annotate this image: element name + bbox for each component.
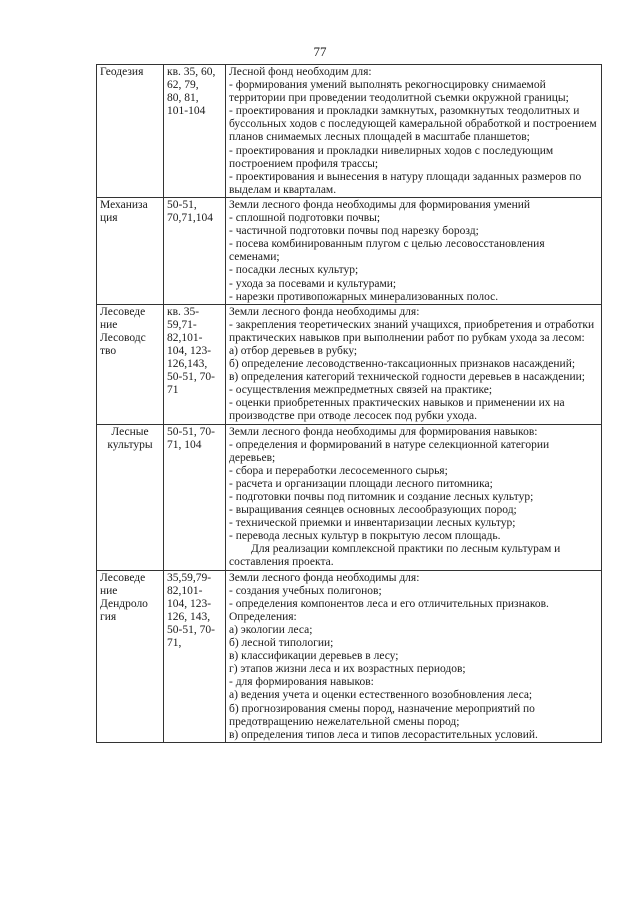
quarters-line: 70,71,104 [167,212,213,225]
discipline-cell [97,304,164,424]
content-line: - подготовки почвы под питомник и создание лесных культур; [229,491,534,503]
content-line: - для формирования навыков: [229,676,374,689]
quarters-line: 80, 81, [167,92,199,105]
quarters-cell [164,570,226,742]
discipline-name-line: Геодезия [100,66,144,78]
content-cell [226,65,602,198]
quarters-line: 50-51, 70- [167,623,215,636]
content-line: Земли лесного фонда необходимы для: [229,571,420,584]
content-line: - частичной подготовки почвы под нарезку борозд; [229,225,479,238]
discipline-name-line: гия [100,610,117,623]
content-line: - выращивания сеянцев основных лесообразующих пород; [229,504,517,517]
quarters-line: 50-51, 70- [167,371,215,384]
discipline-name-line: Дендроло [100,597,148,610]
content-line: - посадки лесных культур; [229,264,359,277]
discipline-name-line: ние [100,318,118,331]
content-cell [226,304,602,424]
discipline-name-line: Лесоводс [100,331,146,344]
discipline-name-line: тво [100,344,117,357]
content-line: - расчета и организации площади лесного питомника; [229,477,493,490]
content-line: - проектирования и вынесения в натуру площади заданных размеров по выделам и кварталам. [229,170,582,196]
content-line: в) определения категорий технической годности деревьев в насаждении; [229,371,585,384]
content-line: в) определения типов леса и типов лесорастительных условий. [229,728,538,741]
content-line: - осуществления межпредметных связей на практике; [229,384,493,397]
quarters-line: 71, 104 [167,438,202,451]
content-line: - ухода за посевами и культурами; [229,277,397,290]
discipline-name-line: Лесоведе [100,305,146,318]
quarters-cell [164,304,226,424]
discipline-cell [97,570,164,742]
discipline-cell [97,424,164,570]
content-line: - определения и формирований в натуре селекционной категории деревьев; [229,438,550,464]
discipline-name-line: Механиза [100,198,148,211]
discipline-name-line: ция [100,212,118,225]
content-cell [226,424,602,570]
discipline-cell [97,197,164,304]
content-line: - посева комбинированным плугом с целью лесовосстановления семенами; [229,238,545,264]
content-line: - закрепления теоретических знаний учащихся, приобретения и отработки практических навыков при выполнении работ по рубкам ухода за лесом: [229,318,595,344]
content-line: б) лесной типологии; [229,637,334,650]
content-line: - проектирования и прокладки нивелирных ходов с последующим построением профиля трассы; [229,144,554,170]
content-cell [226,570,602,742]
page-number: 77 [313,44,327,59]
discipline-name-line: культуры [107,438,153,451]
quarters-line: 82,101- [167,331,203,344]
practice-table [96,64,602,743]
quarters-cell [164,65,226,198]
content-line: Лесной фонд необходим для: [229,66,372,78]
content-line: Земли лесного фонда необходимы для: [229,305,420,318]
content-line: - нарезки противопожарных минерализованных полос. [229,290,499,303]
table-row [97,424,602,570]
content-line: - формирования умений выполнять рекогносцировку снимаемой территории при проведении теодолитной съемки окружной границы; [229,79,569,105]
content-line: Определения: [229,610,297,623]
content-line: - сбора и переработки лесосеменного сырья; [229,464,448,477]
discipline-name-line: Лесоведе [100,571,146,584]
quarters-line: 71 [167,384,179,397]
content-paragraph: Для реализации комплексной практики по лесным культурам и составления проекта. [229,543,561,569]
quarters-line: 82,101- [167,584,203,597]
quarters-line: 104, 123- [167,344,212,357]
quarters-line: 71, [167,637,182,650]
content-line: - перевода лесных культур в покрытую лесом площадь. [229,530,501,543]
content-line: а) экологии леса; [229,623,313,636]
content-line: - сплошной подготовки почвы; [229,212,381,225]
quarters-line: 101-104 [167,105,206,118]
content-line: б) определение лесоводственно-таксационных признаков насаждений; [229,358,576,371]
quarters-line: 35,59,79- [167,571,212,584]
content-line: - оценки приобретенных практических навыков и применении их на производстве при отводе лесосек под рубки ухода. [229,397,565,423]
table-row [97,65,602,198]
quarters-line: кв. 35- [167,305,200,318]
content-line: а) ведения учета и оценки естественного возобновления леса; [229,689,533,702]
table-row [97,197,602,304]
content-line: г) этапов жизни леса и их возрастных периодов; [229,663,466,676]
content-line: а) отбор деревьев в рубку; [229,344,358,357]
content-cell [226,197,602,304]
content-line: - технической приемки и инвентаризации лесных культур; [229,517,516,530]
discipline-cell [97,65,164,198]
content-line: - создания учебных полигонов; [229,584,382,597]
discipline-name-line: ние [100,584,118,597]
quarters-line: кв. 35, 60, [167,66,216,78]
content-line: Земли лесного фонда необходимы для формирования умений [229,198,531,211]
quarters-line: 50-51, [167,198,197,211]
content-line: - проектирования и прокладки замкнутых, разомкнутых теодолитных и буссольных ходов с последующей камеральной обработкой и построением планов снимаемых лесных площадей в масштабе планшетов; [229,105,597,144]
table-row [97,570,602,742]
discipline-name-line: Лесные [111,425,149,438]
content-line: б) прогнозирования смены пород, назначение мероприятий по предотвращению нежелательной смены пород; [229,702,535,728]
quarters-line: 50-51, 70- [167,425,215,438]
quarters-line: 62, 79, [167,79,199,92]
quarters-line: 126, 143, [167,610,211,623]
content-line: Земли лесного фонда необходимы для формирования навыков: [229,425,538,438]
quarters-line: 104, 123- [167,597,212,610]
table-body [97,65,602,743]
content-line: в) классификации деревьев в лесу; [229,650,399,663]
table-row [97,304,602,424]
quarters-cell [164,197,226,304]
quarters-line: 126,143, [167,358,208,371]
content-line: - определения компонентов леса и его отличительных признаков. [229,597,549,610]
quarters-cell [164,424,226,570]
quarters-line: 59,71- [167,318,197,331]
